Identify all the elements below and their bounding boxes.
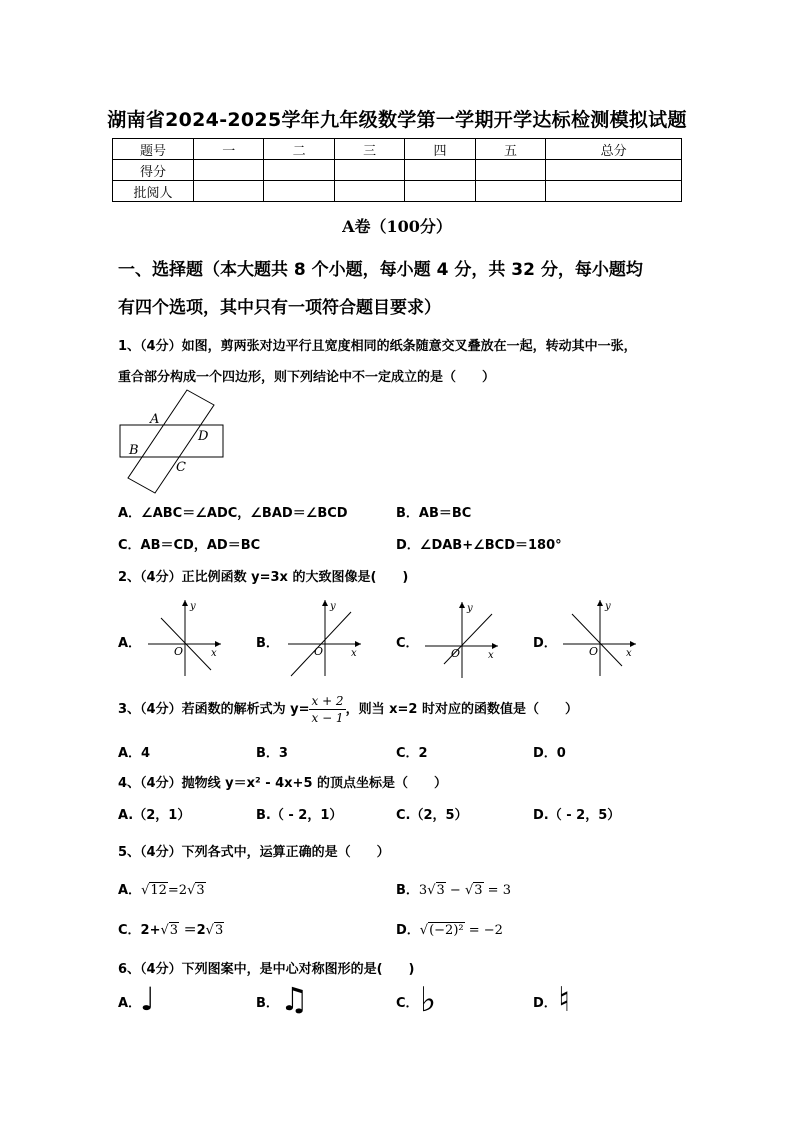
coefficient: 3 xyxy=(418,883,428,898)
x-axis-label: x xyxy=(488,650,494,661)
prefix: 2+ xyxy=(140,923,161,938)
page-title: 湖南省2024-2025学年九年级数学第一学期开学达标检测模拟试题 xyxy=(107,109,687,131)
strip-overlap-figure xyxy=(110,385,230,500)
table-cell: 二 xyxy=(264,139,334,160)
x-axis-label: x xyxy=(626,648,632,659)
grader-input-cell[interactable] xyxy=(334,181,404,202)
part-heading-line1: 一、选择题（本大题共 8 个小题，每小题 4 分，共 32 分，每小题均 xyxy=(118,260,643,280)
fraction-numerator: x + 2 xyxy=(311,694,344,708)
equals-part: = −2 xyxy=(464,923,503,938)
table-row xyxy=(113,181,682,202)
y-axis-label: y xyxy=(330,601,336,612)
question-2-stem: 2、（4分）正比例函数 y=3x 的大致图像是( ) xyxy=(118,570,409,585)
question-1-line2: 重合部分构成一个四边形，则下列结论中不一定成立的是（ ） xyxy=(118,370,496,385)
grader-input-cell[interactable] xyxy=(264,181,334,202)
grader-input-cell[interactable] xyxy=(475,181,545,202)
q3-option-c[interactable]: C．2 xyxy=(396,746,428,761)
score-input-cell[interactable] xyxy=(194,160,264,181)
x-axis-label: x xyxy=(351,648,357,659)
y-axis-label: y xyxy=(190,601,196,612)
equals-part: =2 xyxy=(167,883,188,898)
radicand: (−2)² xyxy=(429,923,464,938)
table-cell: 四 xyxy=(405,139,475,160)
q1-option-a[interactable]: A．∠ABC＝∠ADC，∠BAD＝∠BCD xyxy=(118,506,348,521)
option-label: A． xyxy=(118,883,142,898)
q2-option-b[interactable]: B． xyxy=(256,636,279,651)
q5-option-a[interactable]: A．√12=2√3 xyxy=(118,883,205,898)
q4-option-b[interactable]: B.（ - 2，1） xyxy=(256,808,343,823)
q2-option-a[interactable]: A． xyxy=(118,636,142,651)
question-4-stem: 4、（4分）抛物线 y＝x² - 4x+5 的顶点坐标是（ ） xyxy=(118,776,448,791)
graph-d[interactable] xyxy=(560,596,640,678)
radicand: 3 xyxy=(214,923,224,938)
y-axis-label: y xyxy=(467,603,473,614)
minus-sign: − xyxy=(445,883,465,898)
option-label: D． xyxy=(396,923,420,938)
q2-option-c[interactable]: C． xyxy=(396,636,419,651)
point-label-b: B xyxy=(129,443,139,458)
radicand: 12 xyxy=(150,883,167,898)
q6-option-d[interactable]: D． xyxy=(533,996,557,1011)
q6-option-b[interactable]: B． xyxy=(256,996,279,1011)
q3-stem-pre: 3、（4分）若函数的解析式为 y= xyxy=(118,702,310,717)
radicand: 3 xyxy=(196,883,205,898)
score-input-cell[interactable] xyxy=(264,160,334,181)
grader-input-cell[interactable] xyxy=(194,181,264,202)
table-cell: 批阅人 xyxy=(113,181,194,202)
q3-option-d[interactable]: D．0 xyxy=(533,746,566,761)
origin-label: O xyxy=(174,645,184,658)
graph-c[interactable] xyxy=(422,598,502,680)
grader-input-cell[interactable] xyxy=(546,181,682,202)
origin-label: O xyxy=(451,647,461,660)
q3-option-b[interactable]: B．3 xyxy=(256,746,288,761)
natural-sign-icon: ♮ xyxy=(558,980,571,1020)
table-row xyxy=(113,160,682,181)
question-5-stem: 5、（4分）下列各式中，运算正确的是（ ） xyxy=(118,845,390,860)
table-cell: 五 xyxy=(475,139,545,160)
q5-option-b[interactable]: B．3√3 − √3 = 3 xyxy=(396,883,511,898)
part-heading-line2: 有四个选项，其中只有一项符合题目要求） xyxy=(118,298,441,318)
table-cell: 总分 xyxy=(546,139,682,160)
point-label-d: D xyxy=(198,429,209,444)
question-3-stem xyxy=(118,693,578,726)
beamed-notes-icon: ♫ xyxy=(280,980,309,1018)
table-row xyxy=(113,139,682,160)
q6-option-c[interactable]: C． xyxy=(396,996,419,1011)
point-label-c: C xyxy=(176,460,186,475)
graph-a[interactable] xyxy=(145,596,225,678)
q1-option-b[interactable]: B．AB＝BC xyxy=(396,506,472,521)
quarter-note-icon: ♩ xyxy=(140,980,156,1018)
score-input-cell[interactable] xyxy=(475,160,545,181)
flat-sign-icon: ♭ xyxy=(420,980,437,1020)
origin-label: O xyxy=(589,645,599,658)
q5-option-c[interactable]: C．2+√3 ＝2√3 xyxy=(118,923,224,938)
table-cell: 一 xyxy=(194,139,264,160)
fraction xyxy=(309,693,345,726)
score-table xyxy=(112,138,682,202)
q3-option-a[interactable]: A．4 xyxy=(118,746,151,761)
q4-option-c[interactable]: C.（2，5） xyxy=(396,808,468,823)
score-input-cell[interactable] xyxy=(334,160,404,181)
q3-stem-post: ，则当 x=2 时对应的函数值是（ ） xyxy=(345,702,578,717)
question-6-stem: 6、（4分）下列图案中，是中心对称图形的是( ) xyxy=(118,962,415,977)
radicand: 3 xyxy=(436,883,445,898)
grader-input-cell[interactable] xyxy=(405,181,475,202)
score-input-cell[interactable] xyxy=(546,160,682,181)
y-axis-label: y xyxy=(605,601,611,612)
q1-option-c[interactable]: C．AB＝CD，AD＝BC xyxy=(118,538,261,553)
q6-option-a[interactable]: A． xyxy=(118,996,142,1011)
equals-part: ＝2 xyxy=(179,923,206,938)
question-1-line1: 1、（4分）如图，剪两张对边平行且宽度相同的纸条随意交叉叠放在一起，转动其中一张， xyxy=(118,339,637,354)
option-label: C． xyxy=(118,923,141,938)
score-input-cell[interactable] xyxy=(405,160,475,181)
point-label-a: A xyxy=(150,412,160,427)
origin-label: O xyxy=(314,645,324,658)
graph-b[interactable] xyxy=(285,596,365,678)
equals-part: = 3 xyxy=(483,883,511,898)
q4-option-a[interactable]: A.（2，1） xyxy=(118,808,191,823)
fraction-denominator: x − 1 xyxy=(311,711,344,725)
option-label: B． xyxy=(396,883,419,898)
q2-option-d[interactable]: D． xyxy=(533,636,557,651)
table-cell: 三 xyxy=(334,139,404,160)
table-cell: 得分 xyxy=(113,160,194,181)
section-heading: A卷（100分） xyxy=(342,217,452,236)
table-cell: 题号 xyxy=(113,139,194,160)
q5-option-d[interactable]: D．√(−2)² = −2 xyxy=(396,923,503,938)
x-axis-label: x xyxy=(211,648,217,659)
q1-option-d[interactable]: D．∠DAB+∠BCD＝180° xyxy=(396,538,562,553)
radicand: 3 xyxy=(474,883,483,898)
q4-option-d[interactable]: D.（ - 2，5） xyxy=(533,808,621,823)
radicand: 3 xyxy=(169,923,179,938)
